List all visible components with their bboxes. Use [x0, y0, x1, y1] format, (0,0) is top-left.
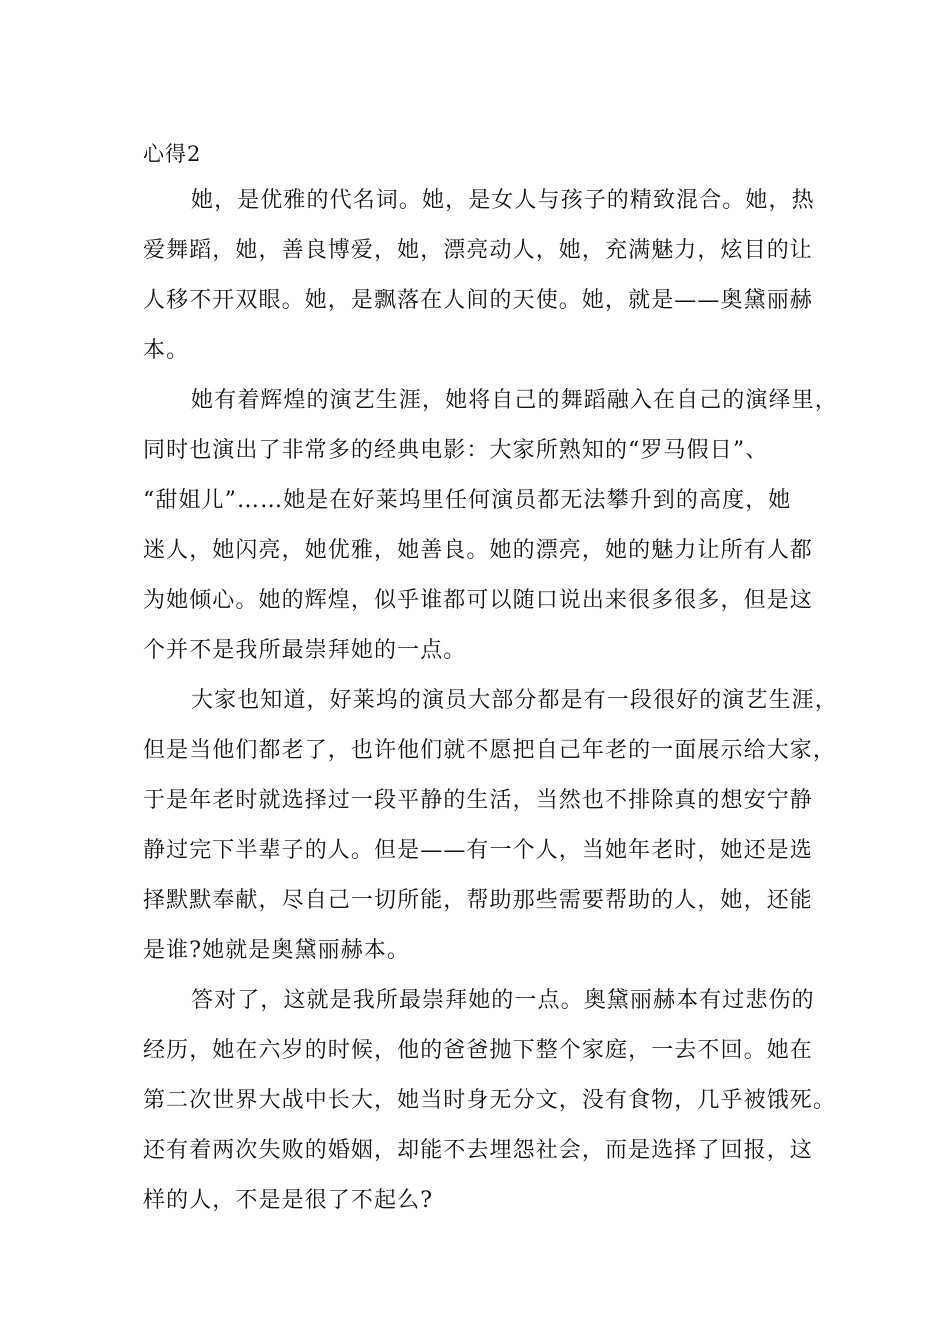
paragraph-1-line-3: 人移不开双眼。她，是飘落在人间的天使。她，就是——奥黛丽赫	[143, 288, 813, 313]
paragraph-2-line-5: 为她倾心。她的辉煌，似乎谁都可以随口说出来很多很多，但是这	[143, 588, 813, 613]
paragraph-1-line-1: 她，是优雅的代名词。她，是女人与孩子的精致混合。她，热	[191, 188, 815, 213]
paragraph-3-line-5: 择默默奉献，尽自己一切所能，帮助那些需要帮助的人，她，还能	[143, 888, 813, 913]
paragraph-2-line-2: 同时也演出了非常多的经典电影：大家所熟知的“罗马假日”、	[143, 438, 769, 463]
paragraph-3-line-4: 静过完下半辈子的人。但是——有一个人，当她年老时，她还是选	[143, 838, 813, 863]
paragraph-4-line-3: 第二次世界大战中长大，她当时身无分文，没有食物，几乎被饿死。	[143, 1088, 837, 1113]
document-heading: 心得2	[143, 142, 202, 166]
paragraph-3-line-1: 大家也知道，好莱坞的演员大部分都是有一段很好的演艺生涯，	[191, 688, 838, 713]
paragraph-2-line-6: 个并不是我所最崇拜她的一点。	[143, 638, 467, 663]
paragraph-4-line-4: 还有着两次失败的婚姻，却能不去埋怨社会，而是选择了回报，这	[143, 1138, 813, 1163]
paragraph-4-line-5: 样的人，不是是很了不起么?	[143, 1188, 434, 1213]
paragraph-3-line-3: 于是年老时就选择过一段平静的生活，当然也不排除真的想安宁静	[143, 788, 813, 813]
paragraph-2-line-1: 她有着辉煌的演艺生涯，她将自己的舞蹈融入在自己的演绎里，	[191, 388, 838, 413]
paragraph-4-line-2: 经历，她在六岁的时候，他的爸爸抛下整个家庭，一去不回。她在	[143, 1038, 813, 1063]
paragraph-3-line-2: 但是当他们都老了，也许他们就不愿把自己年老的一面展示给大家，	[143, 738, 837, 763]
paragraph-4-line-1: 答对了，这就是我所最崇拜她的一点。奥黛丽赫本有过悲伤的	[191, 988, 815, 1013]
paragraph-3-line-6: 是谁?她就是奥黛丽赫本。	[143, 938, 410, 963]
paragraph-2-line-3: “甜姐儿”……她是在好莱坞里任何演员都无法攀升到的高度，她	[143, 488, 792, 513]
paragraph-1-line-2: 爱舞蹈，她，善良博爱，她，漂亮动人，她，充满魅力，炫目的让	[143, 238, 813, 263]
paragraph-2-line-4: 迷人，她闪亮，她优雅，她善良。她的漂亮，她的魅力让所有人都	[143, 538, 813, 563]
paragraph-1-line-4: 本。	[143, 338, 190, 363]
